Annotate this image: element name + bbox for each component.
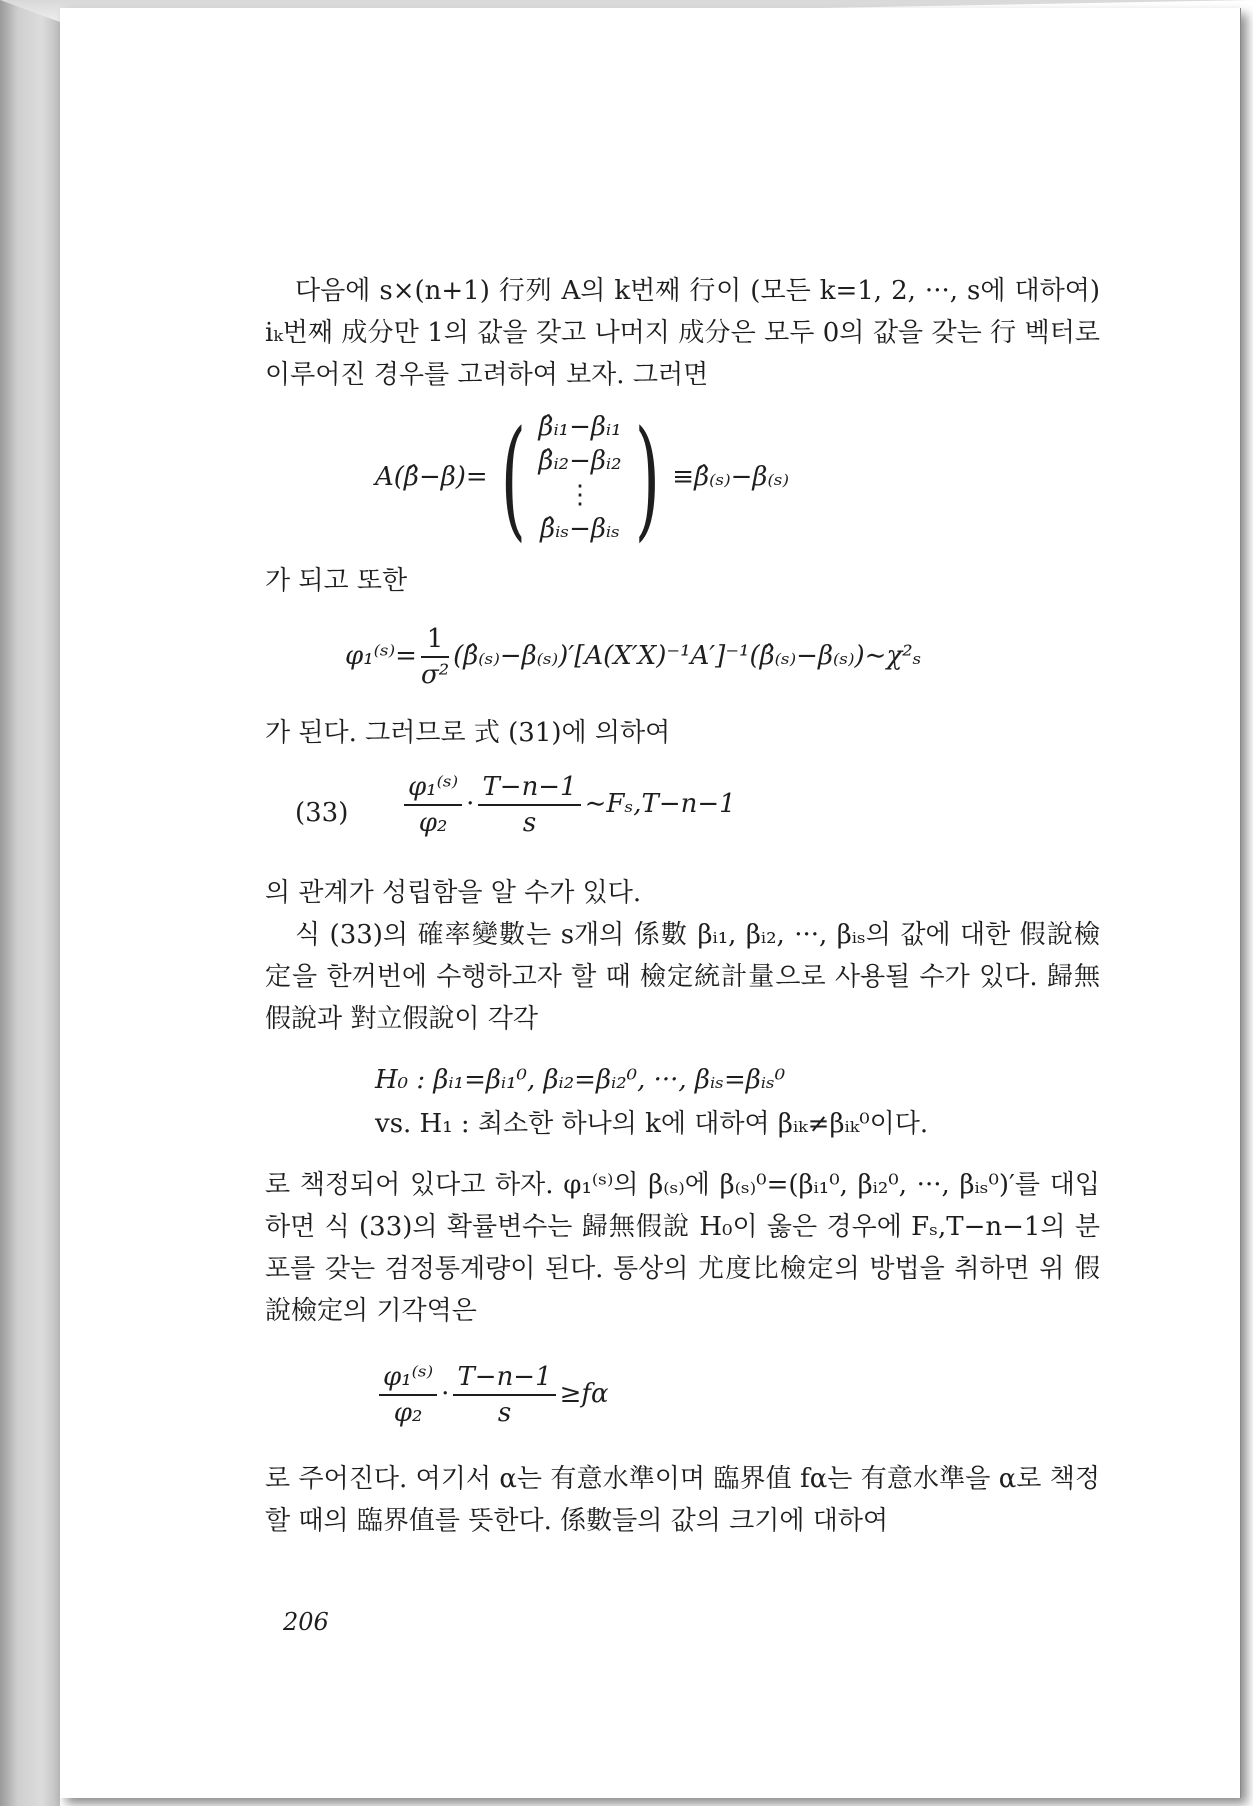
equation-phi1: [345, 622, 1100, 692]
paragraph-7: 로 주어진다. 여기서 α는 有意水準이며 臨界值 fα는 有意水準을 α로 책정할 때의 臨界值를 뜻한다. 係數들의 값의 크기에 대하여: [265, 1464, 1100, 1536]
null-hypothesis: H₀ : βᵢ₁=βᵢ₁⁰, βᵢ₂=βᵢ₂⁰, ···, βᵢₛ=βᵢₛ⁰: [375, 1065, 786, 1095]
eq3-fraction-1: $\frac{\text{φ₁⁽ˢ⁾}}{\text{φ₂}}$: [404, 770, 462, 840]
page-number: 206: [283, 1608, 329, 1636]
equation-matrix: [375, 402, 1100, 554]
eq2-lhs: φ₁⁽ˢ⁾=: [345, 641, 417, 671]
paragraph-6: 로 책정되어 있다고 하자. φ₁⁽ˢ⁾의 β₍ₛ₎에 β₍ₛ₎⁰=(βᵢ₁⁰, βᵢ₂⁰, ···, βᵢₛ⁰)′를 대입하면 식 (33)의 확률변수는 歸無假說 H₀이 옳은 경우에 Fₛ,T−n−1의 분포를 갖는 검정통계량이 된다. 통상의 尤度比檢定의 방법을 취하면 위 假說檢定의 기각역은: [265, 1170, 1100, 1326]
eq4-fraction-2: $\frac{T-n-1}{s}$: [453, 1360, 555, 1430]
eq1-matrix: [488, 402, 673, 554]
page: [60, 8, 1241, 1798]
page-content: [265, 270, 1100, 1542]
left-paren: (: [500, 402, 526, 554]
equation-33: (33) $\frac{\text{φ₁⁽ˢ⁾}}{\text{φ₂}}$ · $\frac{T-n-1}{s}$ ∼Fₛ,T−n−1: [295, 772, 736, 838]
right-paren: ): [634, 402, 660, 554]
eq3-rhs: ∼Fₛ,T−n−1: [584, 789, 736, 819]
paragraph-1: 다음에 s×(n+1) 行列 A의 k번째 行이 (모든 k=1, 2, ···, s에 대하여) iₖ번째 成分만 1의 값을 갖고 나머지 成分은 모두 0의 값을 갖는 行 벡터로 이루어진 경우를 고려하여 보자. 그러면: [265, 276, 1100, 390]
matrix-row-1: β̂ᵢ₁−βᵢ₁: [538, 412, 622, 442]
eq1-rhs: ≡β̂₍ₛ₎−β₍ₛ₎: [672, 462, 789, 492]
eq1-lhs: A(β̂−β)=: [375, 462, 488, 492]
equation-number: (33): [295, 798, 349, 828]
paragraph-4: 의 관계가 성립함을 알 수가 있다.: [265, 878, 642, 908]
eq4-rhs: ≥fα: [559, 1379, 609, 1409]
eq3-fraction-2: $\frac{T-n-1}{s}$: [478, 770, 580, 840]
matrix-row-3: ⋮: [567, 480, 593, 510]
equation-rejection-region: $\frac{\text{φ₁⁽ˢ⁾}}{\text{φ₂}}$ · $\frac{T-n-1}{s}$ ≥fα: [375, 1360, 1100, 1430]
hypotheses: [375, 1058, 1100, 1146]
paragraph-3: 가 된다. 그러므로 式 (31)에 의하여: [265, 718, 671, 748]
paragraph-2: 가 되고 또한: [265, 566, 408, 596]
book-spine-edge: [0, 0, 60, 1806]
matrix-row-2: β̂ᵢ₂−βᵢ₂: [538, 446, 622, 476]
eq2-fraction: $\frac{1}{\text{σ²}}$: [420, 624, 450, 690]
matrix-row-4: β̂ᵢₛ−βᵢₛ: [540, 514, 620, 544]
alternative-hypothesis: vs. H₁ : 최소한 하나의 k에 대하여 βᵢₖ≠βᵢₖ⁰이다.: [375, 1109, 929, 1139]
eq2-rhs: (β̂₍ₛ₎−β₍ₛ₎)′[A(X′X)⁻¹A′]⁻¹(β̂₍ₛ₎−β₍ₛ₎)∼χ²ₛ: [453, 641, 922, 671]
paragraph-5: 식 (33)의 確率變數는 s개의 係數 βᵢ₁, βᵢ₂, ···, βᵢₛ의 값에 대한 假說檢定을 한꺼번에 수행하고자 할 때 檢定統計量으로 사용될 수가 있다. 歸無假說과 對立假說이 각각: [265, 920, 1100, 1034]
eq4-fraction-1: $\frac{\text{φ₁⁽ˢ⁾}}{\text{φ₂}}$: [379, 1360, 437, 1430]
